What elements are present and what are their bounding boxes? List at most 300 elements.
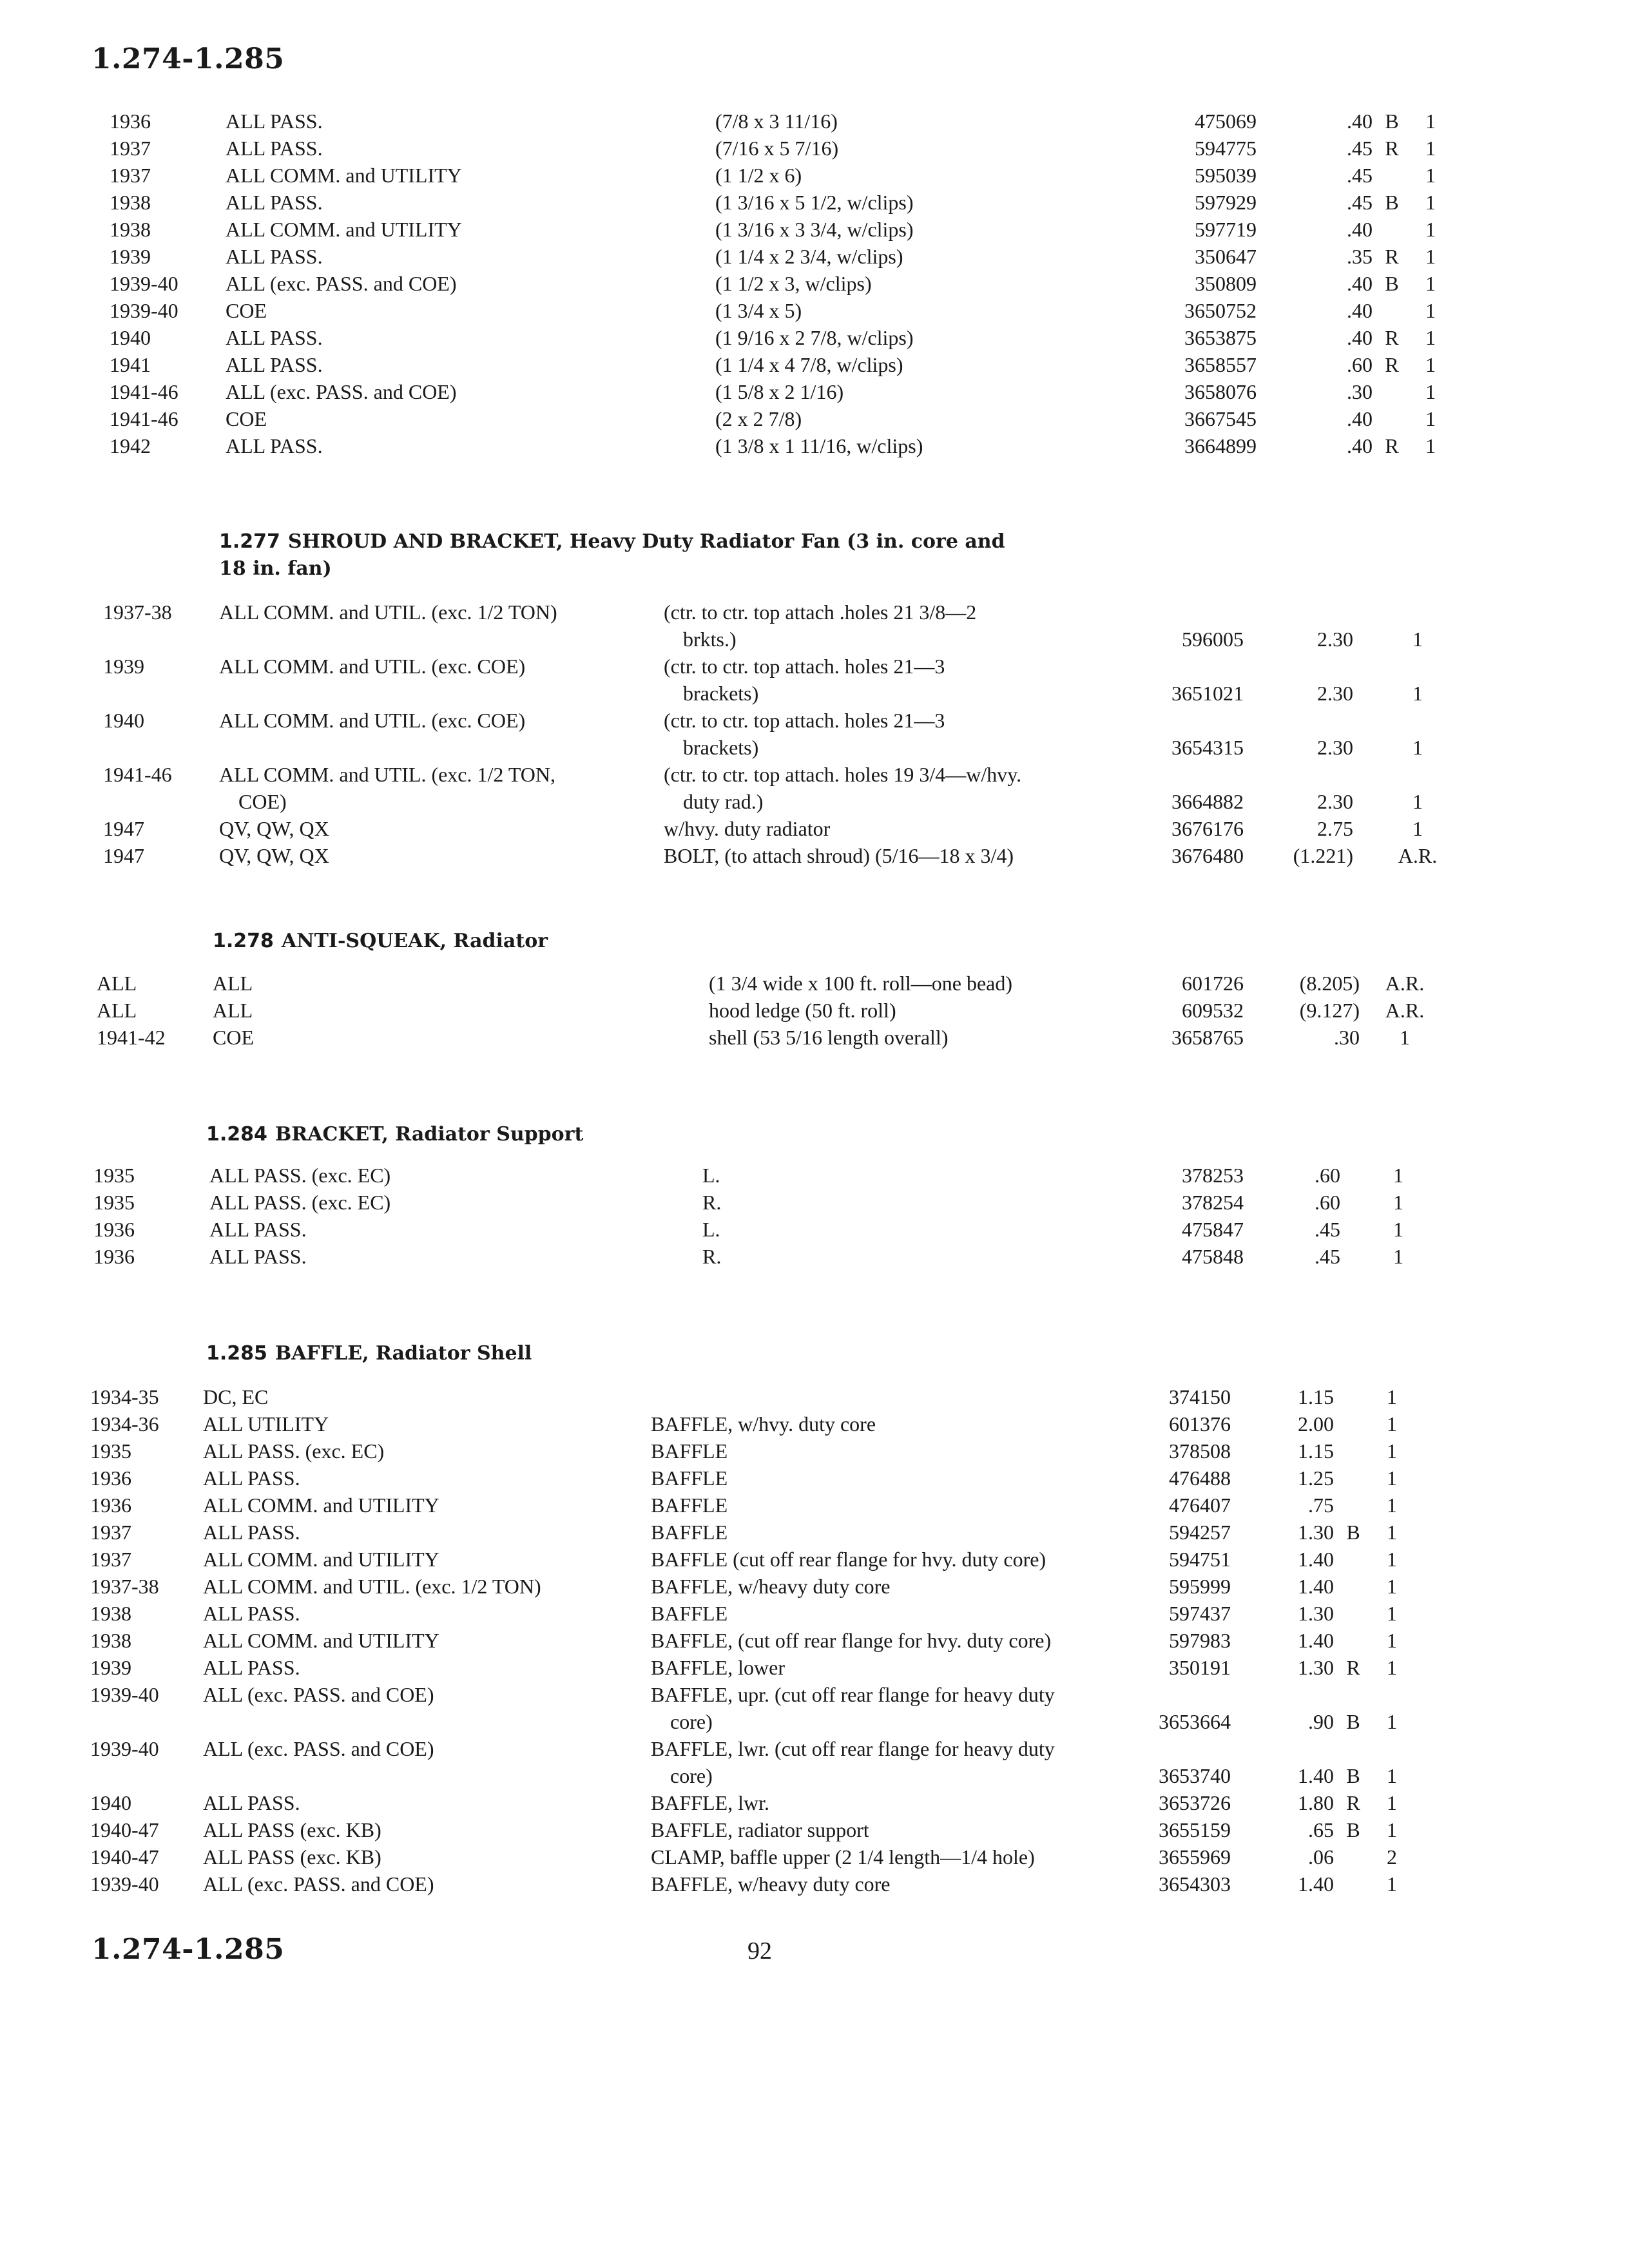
part-number-cell: 3658765: [1171, 1026, 1244, 1049]
part-number-cell: 3654303: [1159, 1872, 1231, 1896]
description-cell: (7/16 x 5 7/16): [715, 137, 839, 160]
year-cell: 1939-40: [110, 299, 178, 322]
description-cell: (2 x 2 7/8): [715, 407, 802, 430]
description-cell: BAFFLE: [651, 1439, 728, 1463]
description-cell: (1 5/8 x 2 1/16): [715, 380, 844, 403]
model-cell: COE: [226, 407, 267, 430]
description-cell-continued: duty rad.): [683, 790, 764, 813]
year-cell: 1942: [110, 434, 151, 457]
model-cell: ALL PASS.: [226, 326, 323, 349]
description-cell: (1 1/4 x 4 7/8, w/clips): [715, 353, 903, 376]
description-cell: (ctr. to ctr. top attach .holes 21 3/8—2: [664, 601, 977, 624]
price-cell: .40: [1347, 218, 1373, 241]
price-cell: 2.00: [1298, 1412, 1334, 1436]
quantity-cell: 1: [1393, 1164, 1403, 1187]
year-cell: 1938: [110, 218, 151, 241]
part-number-cell: 3667545: [1184, 407, 1257, 430]
model-cell: ALL UTILITY: [203, 1412, 329, 1436]
description-cell: (1 3/16 x 5 1/2, w/clips): [715, 191, 914, 214]
section-title: ANTI-SQUEAK, Radiator: [281, 930, 548, 952]
model-cell: ALL PASS.: [203, 1521, 300, 1544]
model-cell: ALL PASS.: [203, 1656, 300, 1679]
description-cell: (1 3/4 wide x 100 ft. roll—one bead): [709, 972, 1012, 995]
part-number-cell: 476407: [1169, 1494, 1231, 1517]
quantity-cell: 1: [1387, 1872, 1397, 1896]
quantity-cell: 2: [1387, 1845, 1397, 1869]
price-cell: .40: [1347, 326, 1373, 349]
price-cell: 1.30: [1298, 1656, 1334, 1679]
year-cell: 1941-46: [103, 763, 172, 786]
table-row: [0, 1439, 1629, 1466]
table-row: [0, 407, 1629, 434]
part-number-cell: 597437: [1169, 1602, 1231, 1625]
table-row: [0, 1845, 1629, 1872]
quantity-cell: 1: [1387, 1548, 1397, 1571]
model-cell: QV, QW, QX: [219, 844, 329, 867]
quantity-cell: A.R.: [1398, 844, 1438, 867]
year-cell: 1939-40: [90, 1737, 159, 1760]
table-row: [0, 1575, 1629, 1602]
section-title: BRACKET, Radiator Support: [275, 1123, 584, 1146]
description-cell: BAFFLE, lwr.: [651, 1791, 770, 1814]
description-cell: shell (53 5/16 length overall): [709, 1026, 949, 1049]
table-row: [0, 218, 1629, 245]
model-cell: ALL PASS.: [226, 191, 323, 214]
year-cell: 1940: [103, 709, 144, 732]
year-cell: 1940-47: [90, 1845, 159, 1869]
price-cell: 1.40: [1298, 1629, 1334, 1652]
price-cell: 2.30: [1317, 682, 1353, 705]
parts-list: [0, 110, 1629, 461]
part-number-cell: 3655969: [1159, 1845, 1231, 1869]
quantity-cell: 1: [1387, 1521, 1397, 1544]
year-cell: 1936: [93, 1245, 135, 1268]
section-number: 1.278: [213, 930, 274, 952]
quantity-cell: 1: [1400, 1026, 1410, 1049]
year-cell: ALL: [97, 972, 137, 995]
part-number-cell: 596005: [1182, 628, 1244, 651]
price-cell: .65: [1308, 1818, 1334, 1841]
price-cell: .40: [1347, 434, 1373, 457]
price-cell: .60: [1347, 353, 1373, 376]
table-row: [0, 1412, 1629, 1439]
part-number-cell: 594751: [1169, 1548, 1231, 1571]
year-cell: 1940: [90, 1791, 131, 1814]
part-number-cell: 594775: [1195, 137, 1257, 160]
price-cell: .90: [1308, 1710, 1334, 1733]
year-cell: 1935: [93, 1191, 135, 1214]
parts-list: [0, 1385, 1629, 1899]
section-title: BAFFLE, Radiator Shell: [275, 1342, 532, 1365]
model-cell: ALL (exc. PASS. and COE): [226, 272, 457, 295]
section-heading: [219, 528, 1005, 582]
code-cell: R: [1385, 137, 1399, 160]
quantity-cell: 1: [1387, 1385, 1397, 1408]
description-cell: BAFFLE (cut off rear flange for hvy. duty core): [651, 1548, 1046, 1571]
quantity-cell: 1: [1425, 245, 1436, 268]
price-cell: (8.205): [1299, 972, 1360, 995]
price-cell: 1.15: [1298, 1385, 1334, 1408]
description-cell: (1 1/4 x 2 3/4, w/clips): [715, 245, 903, 268]
quantity-cell: A.R.: [1385, 999, 1425, 1022]
model-cell: ALL PASS.: [203, 1602, 300, 1625]
price-cell: .30: [1347, 380, 1373, 403]
description-cell: (7/8 x 3 11/16): [715, 110, 838, 133]
model-cell: ALL PASS. (exc. EC): [209, 1191, 391, 1214]
part-number-cell: 3653726: [1159, 1791, 1231, 1814]
price-cell: .30: [1334, 1026, 1360, 1049]
quantity-cell: 1: [1412, 682, 1423, 705]
code-cell: B: [1346, 1764, 1360, 1787]
description-cell: (ctr. to ctr. top attach. holes 19 3/4—w/hvy.: [664, 763, 1022, 786]
price-cell: .06: [1308, 1845, 1334, 1869]
model-cell: ALL COMM. and UTILITY: [226, 164, 462, 187]
part-number-cell: 3654315: [1171, 736, 1244, 759]
table-row: [0, 999, 1629, 1026]
page-footer-code: 1.274-1.285: [92, 1933, 285, 1966]
year-cell: 1937: [90, 1521, 131, 1544]
table-row: [0, 1791, 1629, 1818]
model-cell: COE: [226, 299, 267, 322]
part-number-cell: 476488: [1169, 1466, 1231, 1490]
model-cell: ALL COMM. and UTIL. (exc. 1/2 TON): [203, 1575, 541, 1598]
quantity-cell: 1: [1425, 326, 1436, 349]
model-cell: ALL PASS (exc. KB): [203, 1818, 381, 1841]
part-number-cell: 475847: [1182, 1218, 1244, 1241]
table-row: [0, 709, 1629, 763]
part-number-cell: 3650752: [1184, 299, 1257, 322]
price-cell: 2.30: [1317, 736, 1353, 759]
price-cell: .45: [1347, 191, 1373, 214]
price-cell: 1.30: [1298, 1521, 1334, 1544]
code-cell: B: [1346, 1818, 1360, 1841]
model-cell: ALL PASS.: [226, 137, 323, 160]
description-cell: (1 9/16 x 2 7/8, w/clips): [715, 326, 914, 349]
year-cell: 1936: [90, 1466, 131, 1490]
description-cell: (1 1/2 x 3, w/clips): [715, 272, 872, 295]
table-row: [0, 1656, 1629, 1683]
model-cell: ALL PASS.: [226, 434, 323, 457]
price-cell: .40: [1347, 110, 1373, 133]
price-cell: (9.127): [1299, 999, 1360, 1022]
model-cell: ALL PASS. (exc. EC): [209, 1164, 391, 1187]
code-cell: R: [1346, 1791, 1360, 1814]
price-cell: 1.40: [1298, 1872, 1334, 1896]
model-cell: DC, EC: [203, 1385, 269, 1408]
description-cell: BAFFLE, upr. (cut off rear flange for heavy duty: [651, 1683, 1055, 1706]
table-row: [0, 1494, 1629, 1521]
description-cell-continued: core): [670, 1710, 713, 1733]
table-row: [0, 1245, 1629, 1272]
table-row: [0, 1026, 1629, 1053]
code-cell: B: [1346, 1521, 1360, 1544]
year-cell: 1941-46: [110, 380, 178, 403]
part-number-cell: 3653664: [1159, 1710, 1231, 1733]
quantity-cell: 1: [1412, 790, 1423, 813]
model-cell: COE: [213, 1026, 254, 1049]
model-cell: ALL COMM. and UTIL. (exc. 1/2 TON): [219, 601, 557, 624]
quantity-cell: 1: [1393, 1218, 1403, 1241]
description-cell: BAFFLE, (cut off rear flange for hvy. duty core): [651, 1629, 1052, 1652]
table-row: [0, 1191, 1629, 1218]
table-row: [0, 191, 1629, 218]
price-cell: .35: [1347, 245, 1373, 268]
model-cell: ALL COMM. and UTIL. (exc. 1/2 TON,: [219, 763, 555, 786]
quantity-cell: 1: [1387, 1791, 1397, 1814]
table-row: [0, 1602, 1629, 1629]
part-number-cell: 609532: [1182, 999, 1244, 1022]
page-header-code: 1.274-1.285: [92, 43, 285, 75]
table-row: [0, 1164, 1629, 1191]
model-cell-continued: COE): [238, 790, 287, 813]
table-row: [0, 1218, 1629, 1245]
part-number-cell: 3676480: [1171, 844, 1244, 867]
quantity-cell: 1: [1412, 628, 1423, 651]
model-cell: QV, QW, QX: [219, 817, 329, 840]
year-cell: 1934-36: [90, 1412, 159, 1436]
description-cell: BAFFLE, w/hvy. duty core: [651, 1412, 876, 1436]
section-heading: [206, 1340, 532, 1367]
quantity-cell: 1: [1387, 1466, 1397, 1490]
table-row: [0, 1521, 1629, 1548]
model-cell: ALL COMM. and UTIL. (exc. COE): [219, 709, 526, 732]
quantity-cell: 1: [1387, 1602, 1397, 1625]
part-number-cell: 595999: [1169, 1575, 1231, 1598]
part-number-cell: 3653740: [1159, 1764, 1231, 1787]
price-cell: .45: [1347, 164, 1373, 187]
code-cell: R: [1346, 1656, 1360, 1679]
table-row: [0, 272, 1629, 299]
code-cell: R: [1385, 434, 1399, 457]
part-number-cell: 475069: [1195, 110, 1257, 133]
model-cell: ALL PASS.: [203, 1791, 300, 1814]
quantity-cell: 1: [1425, 380, 1436, 403]
price-cell: 1.80: [1298, 1791, 1334, 1814]
table-row: [0, 137, 1629, 164]
description-cell: BAFFLE, lwr. (cut off rear flange for heavy duty: [651, 1737, 1055, 1760]
model-cell: ALL (exc. PASS. and COE): [203, 1683, 434, 1706]
model-cell: ALL: [213, 999, 253, 1022]
quantity-cell: 1: [1387, 1764, 1397, 1787]
price-cell: 2.75: [1317, 817, 1353, 840]
description-cell: (ctr. to ctr. top attach. holes 21—3: [664, 709, 945, 732]
part-number-cell: 3658557: [1184, 353, 1257, 376]
table-row: [0, 1629, 1629, 1656]
section-number: 1.277: [219, 530, 280, 553]
price-cell: .40: [1347, 407, 1373, 430]
quantity-cell: 1: [1425, 164, 1436, 187]
year-cell: 1935: [90, 1439, 131, 1463]
table-row: [0, 110, 1629, 137]
price-cell: 1.40: [1298, 1575, 1334, 1598]
year-cell: 1940: [110, 326, 151, 349]
table-row: [0, 1385, 1629, 1412]
part-number-cell: 601726: [1182, 972, 1244, 995]
model-cell: ALL PASS (exc. KB): [203, 1845, 381, 1869]
quantity-cell: 1: [1387, 1656, 1397, 1679]
quantity-cell: 1: [1387, 1439, 1397, 1463]
description-cell: BAFFLE: [651, 1602, 728, 1625]
description-cell: BAFFLE: [651, 1466, 728, 1490]
model-cell: ALL PASS. (exc. EC): [203, 1439, 385, 1463]
description-cell-continued: brackets): [683, 682, 759, 705]
model-cell: ALL COMM. and UTILITY: [203, 1629, 439, 1652]
description-cell: w/hvy. duty radiator: [664, 817, 831, 840]
part-number-cell: 350809: [1195, 272, 1257, 295]
description-cell: BAFFLE, radiator support: [651, 1818, 869, 1841]
model-cell: ALL (exc. PASS. and COE): [203, 1872, 434, 1896]
year-cell: 1937: [110, 164, 151, 187]
year-cell: 1947: [103, 817, 144, 840]
quantity-cell: 1: [1425, 191, 1436, 214]
description-cell: BAFFLE: [651, 1521, 728, 1544]
description-cell: (1 3/4 x 5): [715, 299, 802, 322]
quantity-cell: 1: [1387, 1710, 1397, 1733]
table-row: [0, 763, 1629, 817]
model-cell: ALL COMM. and UTILITY: [226, 218, 462, 241]
price-cell: 2.30: [1317, 628, 1353, 651]
description-cell-continued: core): [670, 1764, 713, 1787]
price-cell: .45: [1315, 1218, 1340, 1241]
section-heading: [206, 1121, 583, 1148]
model-cell: ALL COMM. and UTILITY: [203, 1548, 439, 1571]
part-number-cell: 3664882: [1171, 790, 1244, 813]
description-cell: L.: [702, 1218, 720, 1241]
table-row: [0, 1683, 1629, 1737]
quantity-cell: 1: [1425, 407, 1436, 430]
section-heading: [213, 928, 548, 955]
part-number-cell: 597929: [1195, 191, 1257, 214]
part-number-cell: 350191: [1169, 1656, 1231, 1679]
model-cell: ALL PASS.: [226, 353, 323, 376]
description-cell: (1 1/2 x 6): [715, 164, 802, 187]
price-cell: .45: [1347, 137, 1373, 160]
quantity-cell: 1: [1387, 1629, 1397, 1652]
quantity-cell: 1: [1387, 1575, 1397, 1598]
table-row: [0, 380, 1629, 407]
table-row: [0, 972, 1629, 999]
price-cell: 2.30: [1317, 790, 1353, 813]
part-number-cell: 378253: [1182, 1164, 1244, 1187]
quantity-cell: 1: [1425, 272, 1436, 295]
quantity-cell: 1: [1425, 434, 1436, 457]
part-number-cell: 597719: [1195, 218, 1257, 241]
price-cell: 1.15: [1298, 1439, 1334, 1463]
year-cell: 1939: [110, 245, 151, 268]
year-cell: 1936: [90, 1494, 131, 1517]
year-cell: 1937: [110, 137, 151, 160]
model-cell: ALL PASS.: [226, 110, 323, 133]
section-title-line2: 18 in. fan): [219, 557, 332, 580]
price-cell: .60: [1315, 1191, 1340, 1214]
code-cell: B: [1385, 191, 1399, 214]
price-cell: 1.30: [1298, 1602, 1334, 1625]
year-cell: 1937-38: [90, 1575, 159, 1598]
table-row: [0, 326, 1629, 353]
quantity-cell: 1: [1425, 218, 1436, 241]
description-cell: hood ledge (50 ft. roll): [709, 999, 896, 1022]
table-row: [0, 1466, 1629, 1494]
table-row: [0, 164, 1629, 191]
model-cell: ALL PASS.: [203, 1466, 300, 1490]
quantity-cell: 1: [1387, 1494, 1397, 1517]
code-cell: B: [1346, 1710, 1360, 1733]
code-cell: B: [1385, 110, 1399, 133]
price-cell: .40: [1347, 299, 1373, 322]
model-cell: ALL COMM. and UTIL. (exc. COE): [219, 655, 526, 678]
table-row: [0, 655, 1629, 709]
description-cell: BAFFLE, w/heavy duty core: [651, 1872, 891, 1896]
price-cell: 1.40: [1298, 1764, 1334, 1787]
description-cell: R.: [702, 1191, 722, 1214]
section-number: 1.284: [206, 1123, 267, 1146]
year-cell: 1940-47: [90, 1818, 159, 1841]
part-number-cell: 594257: [1169, 1521, 1231, 1544]
part-number-cell: 3658076: [1184, 380, 1257, 403]
price-cell: .45: [1315, 1245, 1340, 1268]
year-cell: 1936: [110, 110, 151, 133]
year-cell: 1939-40: [90, 1683, 159, 1706]
part-number-cell: 601376: [1169, 1412, 1231, 1436]
model-cell: ALL PASS.: [226, 245, 323, 268]
part-number-cell: 3651021: [1171, 682, 1244, 705]
table-row: [0, 1818, 1629, 1845]
description-cell: (1 3/16 x 3 3/4, w/clips): [715, 218, 914, 241]
table-row: [0, 434, 1629, 461]
part-number-cell: 3676176: [1171, 817, 1244, 840]
price-cell: 1.25: [1298, 1466, 1334, 1490]
model-cell: ALL (exc. PASS. and COE): [226, 380, 457, 403]
description-cell: BAFFLE, w/heavy duty core: [651, 1575, 891, 1598]
model-cell: ALL (exc. PASS. and COE): [203, 1737, 434, 1760]
model-cell: ALL PASS.: [209, 1245, 307, 1268]
quantity-cell: 1: [1387, 1412, 1397, 1436]
table-row: [0, 1872, 1629, 1899]
price-cell: 1.40: [1298, 1548, 1334, 1571]
year-cell: 1936: [93, 1218, 135, 1241]
code-cell: B: [1385, 272, 1399, 295]
price-cell: .75: [1308, 1494, 1334, 1517]
quantity-cell: 1: [1393, 1191, 1403, 1214]
quantity-cell: A.R.: [1385, 972, 1425, 995]
year-cell: 1939: [103, 655, 144, 678]
year-cell: 1937-38: [103, 601, 172, 624]
part-number-cell: 3664899: [1184, 434, 1257, 457]
model-cell: ALL PASS.: [209, 1218, 307, 1241]
section-number: 1.285: [206, 1342, 267, 1365]
quantity-cell: 1: [1425, 299, 1436, 322]
model-cell: ALL COMM. and UTILITY: [203, 1494, 439, 1517]
parts-list: [0, 601, 1629, 871]
year-cell: ALL: [97, 999, 137, 1022]
description-cell: CLAMP, baffle upper (2 1/4 length—1/4 hole): [651, 1845, 1035, 1869]
description-cell: L.: [702, 1164, 720, 1187]
table-row: [0, 353, 1629, 380]
table-row: [0, 245, 1629, 272]
price-cell: (1.221): [1293, 844, 1353, 867]
description-cell: (ctr. to ctr. top attach. holes 21—3: [664, 655, 945, 678]
part-number-cell: 3655159: [1159, 1818, 1231, 1841]
parts-list: [0, 1164, 1629, 1272]
description-cell: BAFFLE, lower: [651, 1656, 785, 1679]
table-row: [0, 299, 1629, 326]
description-cell: (1 3/8 x 1 11/16, w/clips): [715, 434, 923, 457]
year-cell: 1947: [103, 844, 144, 867]
code-cell: R: [1385, 353, 1399, 376]
table-row: [0, 1737, 1629, 1791]
quantity-cell: 1: [1425, 353, 1436, 376]
description-cell: R.: [702, 1245, 722, 1268]
